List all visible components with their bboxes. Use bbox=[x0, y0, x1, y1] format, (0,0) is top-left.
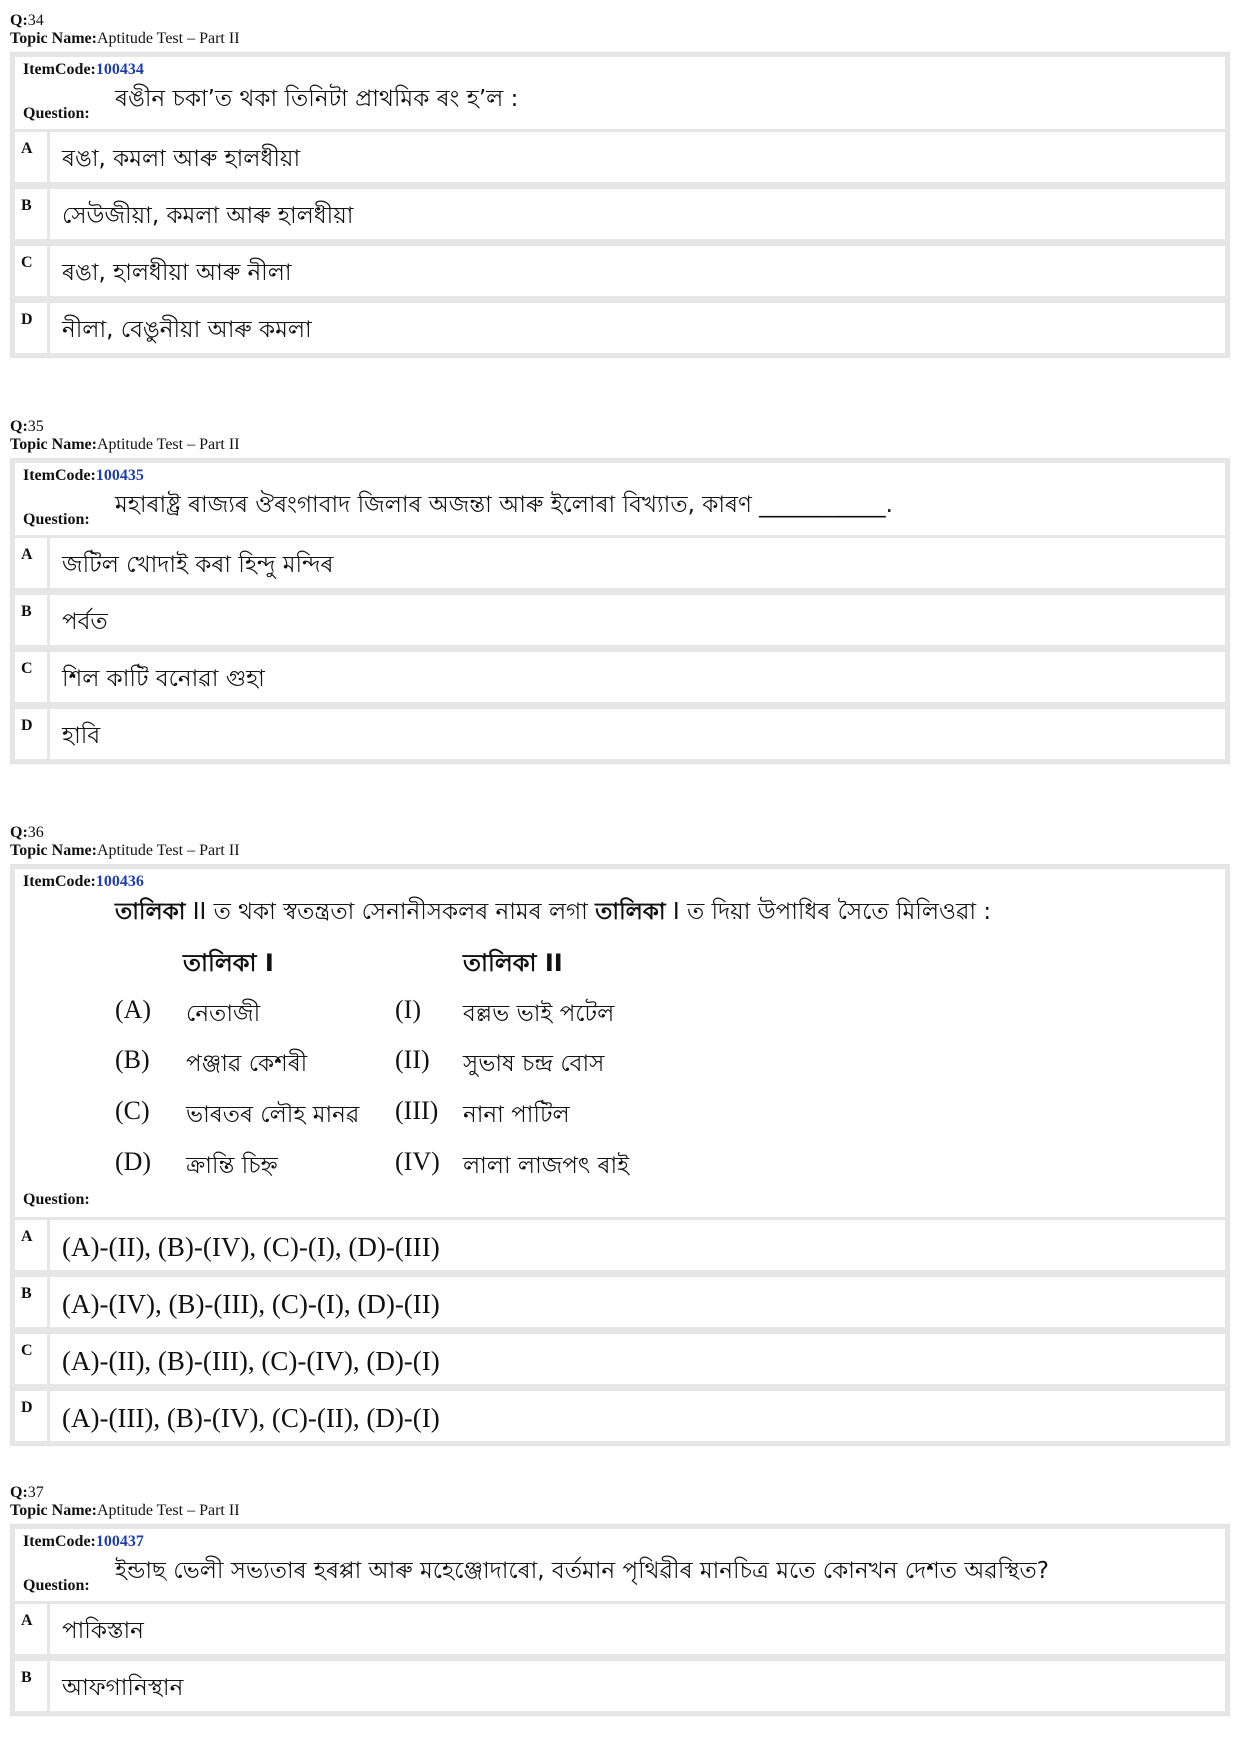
option-text: পাকিস্তান bbox=[62, 1618, 144, 1644]
option-label: A bbox=[15, 538, 50, 588]
topic-name: Topic Name:Aptitude Test – Part II bbox=[10, 436, 240, 453]
option-text: সেউজীয়া, কমলা আৰু হালধীয়া bbox=[62, 203, 354, 229]
option-d[interactable] bbox=[11, 706, 1229, 763]
option-text: ৰঙা, হালধীয়া আৰু নীলা bbox=[62, 260, 292, 286]
question-number: Q:34 bbox=[10, 12, 44, 29]
option-label: B bbox=[15, 1277, 50, 1327]
option-label: D bbox=[15, 303, 50, 353]
option-label: D bbox=[15, 1391, 50, 1441]
option-c[interactable] bbox=[11, 649, 1229, 706]
option-text: জটিল খোদাই কৰা হিন্দু মন্দিৰ bbox=[62, 552, 334, 578]
question-block-34 bbox=[10, 12, 1230, 358]
option-label: D bbox=[15, 709, 50, 759]
question-text: ৰঙীন চকা’ত থকা তিনিটা প্ৰাথমিক ৰং হ’ল : bbox=[115, 86, 519, 112]
option-b[interactable] bbox=[11, 186, 1229, 243]
list-1-title: তালিকা I bbox=[183, 949, 274, 977]
question-block-36 bbox=[10, 824, 1230, 1446]
list-2-title: তালিকা II bbox=[463, 949, 563, 977]
match-instruction: তালিকা II ত থকা স্বতন্ত্ৰতা সেনানীসকলৰ নামৰ লগা তালিকা I ত দিয়া উপাধিৰ সৈতে মিলিওৱা : bbox=[115, 899, 992, 925]
option-c[interactable] bbox=[11, 243, 1229, 300]
option-a[interactable] bbox=[11, 1217, 1229, 1274]
option-b[interactable] bbox=[11, 1658, 1229, 1715]
option-a[interactable] bbox=[11, 535, 1229, 592]
option-label: B bbox=[15, 595, 50, 645]
question-label: Question: bbox=[23, 105, 90, 122]
option-c[interactable] bbox=[11, 1331, 1229, 1388]
question-text: মহাৰাষ্ট্ৰ ৰাজ্যৰ ঔৰংগাবাদ জিলাৰ অজন্তা আৰু ইলোৰা বিখ্যাত, কাৰণ ___________. bbox=[115, 492, 893, 518]
question-stem bbox=[11, 865, 1229, 1217]
option-text: পৰ্বত bbox=[62, 609, 108, 635]
question-block-35 bbox=[10, 418, 1230, 764]
question-number: Q:37 bbox=[10, 1484, 44, 1501]
option-label: C bbox=[15, 652, 50, 702]
question-number: Q:36 bbox=[10, 824, 44, 841]
question-number: Q:35 bbox=[10, 418, 44, 435]
question-label: Question: bbox=[23, 511, 90, 528]
option-text: ৰঙা, কমলা আৰু হালধীয়া bbox=[62, 146, 301, 172]
option-text: (A)-(II), (B)-(III), (C)-(IV), (D)-(I) bbox=[62, 1346, 440, 1376]
question-block-37 bbox=[10, 1484, 1230, 1716]
option-d[interactable] bbox=[11, 1388, 1229, 1445]
item-code: ItemCode:100436 bbox=[23, 873, 144, 890]
question-card bbox=[10, 864, 1230, 1446]
question-text: ইন্ডাছ ভেলী সভ্যতাৰ হৰপ্পা আৰু মহেঞ্জোদাৰো, বৰ্তমান পৃথিৱীৰ মানচিত্ৰ মতে কোনখন দেশত অৱস্থিত? bbox=[115, 1558, 1049, 1584]
question-card bbox=[10, 52, 1230, 358]
option-text: নীলা, বেঙুনীয়া আৰু কমলা bbox=[62, 317, 312, 343]
option-a[interactable] bbox=[11, 129, 1229, 186]
option-b[interactable] bbox=[11, 1274, 1229, 1331]
option-a[interactable] bbox=[11, 1601, 1229, 1658]
question-stem bbox=[11, 53, 1229, 129]
option-text: (A)-(II), (B)-(IV), (C)-(I), (D)-(III) bbox=[62, 1232, 440, 1262]
question-label: Question: bbox=[23, 1577, 90, 1594]
option-b[interactable] bbox=[11, 592, 1229, 649]
option-label: C bbox=[15, 246, 50, 296]
option-label: A bbox=[15, 132, 50, 182]
option-text: (A)-(IV), (B)-(III), (C)-(I), (D)-(II) bbox=[62, 1289, 440, 1319]
option-label: A bbox=[15, 1604, 50, 1654]
option-text: শিল কাটি বনোৱা গুহা bbox=[62, 666, 265, 692]
question-stem bbox=[11, 459, 1229, 535]
option-text: হাবি bbox=[62, 723, 101, 749]
option-text: (A)-(III), (B)-(IV), (C)-(II), (D)-(I) bbox=[62, 1403, 440, 1433]
item-code: ItemCode:100434 bbox=[23, 61, 144, 78]
option-label: B bbox=[15, 189, 50, 239]
topic-name: Topic Name:Aptitude Test – Part II bbox=[10, 30, 240, 47]
option-d[interactable] bbox=[11, 300, 1229, 357]
question-label: Question: bbox=[23, 1191, 90, 1208]
topic-name: Topic Name:Aptitude Test – Part II bbox=[10, 1502, 240, 1519]
option-label: A bbox=[15, 1220, 50, 1270]
item-code: ItemCode:100437 bbox=[23, 1533, 144, 1550]
item-code: ItemCode:100435 bbox=[23, 467, 144, 484]
question-card bbox=[10, 1524, 1230, 1716]
option-label: C bbox=[15, 1334, 50, 1384]
option-label: B bbox=[15, 1661, 50, 1711]
matching-table: তালিকা II ত থকা স্বতন্ত্ৰতা সেনানীসকলৰ নামৰ লগা তালিকা I ত দিয়া উপাধিৰ সৈতে মিলিওৱা : তালিকা I তালিকা II (A) নেতাজী (I) বল্লভ ভাই পটেল (B) পঞ্জাৱ কেশৰী (II) সুভাষ চন্দ্ৰ বোস (C) ভাৰতৰ লৌহ মানৱ (III) নানা পাটিল (D) ক্ৰান্তি চিহ্ন (IV) লালা লাজপৎ ৰাই Question: bbox=[23, 893, 1217, 1213]
question-card bbox=[10, 458, 1230, 764]
option-text: আফগানিস্থান bbox=[62, 1675, 184, 1701]
topic-name: Topic Name:Aptitude Test – Part II bbox=[10, 842, 240, 859]
question-stem bbox=[11, 1525, 1229, 1601]
